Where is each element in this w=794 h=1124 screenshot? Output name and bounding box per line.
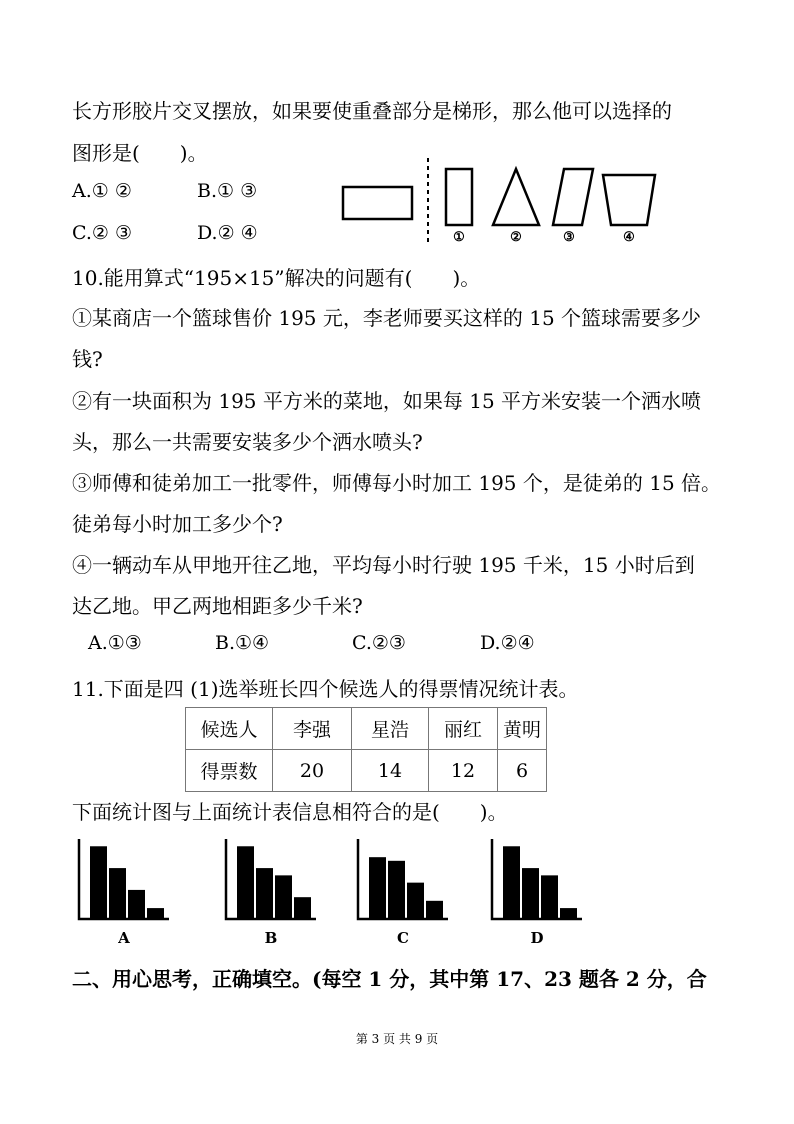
- table-row: [186, 750, 547, 792]
- q10-item3-line2: 徒弟每小时加工多少个?: [72, 512, 283, 536]
- section2-heading: 二、用心思考，正确填空。(每空 1 分，其中第 17、23 题各 2 分，合: [72, 967, 707, 991]
- shape-3-parallelogram: [553, 169, 593, 225]
- table-cell: 李强: [273, 708, 352, 750]
- table-cell: 星浩: [352, 708, 429, 750]
- chart-bar: [294, 897, 311, 919]
- chart-bar: [109, 868, 126, 919]
- shape-2-triangle: [493, 169, 539, 225]
- chart-bar: [275, 875, 292, 919]
- chart-bar: [426, 901, 443, 919]
- table-cell: 6: [498, 750, 547, 792]
- table-cell: 黄明: [498, 708, 547, 750]
- q9-option-d: D.② ④: [197, 222, 258, 244]
- chart-bar: [388, 861, 405, 919]
- table-cell: 14: [352, 750, 429, 792]
- shape-4-trapezoid: [603, 175, 655, 225]
- vote-statistics-table: [185, 707, 547, 792]
- q11-stem: 11.下面是四 (1)选举班长四个候选人的得票情况统计表。: [72, 677, 579, 701]
- table-cell: 候选人: [186, 708, 273, 750]
- q10-item4-line2: 达乙地。甲乙两地相距多少千米?: [72, 594, 363, 618]
- q9-line2: 图形是( )。: [72, 141, 208, 165]
- q10-item1-line1: ①某商店一个篮球售价 195 元，李老师要买这样的 15 个篮球需要多少: [72, 306, 702, 330]
- q9-option-c: C.② ③: [72, 222, 133, 244]
- shape-1-rectangle: [446, 169, 472, 225]
- q10-option-a: A.①③: [88, 632, 142, 654]
- chart-label: B: [264, 929, 278, 947]
- q10-stem: 10.能用算式“195×15”解决的问题有( )。: [72, 266, 481, 290]
- q9-option-a: A.① ②: [72, 180, 132, 202]
- q11-follow: 下面统计图与上面统计表信息相符合的是( )。: [72, 800, 508, 824]
- q9-line1: 长方形胶片交叉摆放，如果要使重叠部分是梯形，那么他可以选择的: [72, 99, 672, 123]
- table-header-row: [186, 708, 547, 750]
- chart-label: C: [397, 929, 409, 947]
- chart-bar: [90, 846, 107, 919]
- q9-shapes-figure: [336, 155, 676, 250]
- chart-bar: [147, 908, 164, 919]
- q10-option-b: B.①④: [215, 632, 270, 654]
- q10-item4-line1: ④一辆动车从甲地开往乙地，平均每小时行驶 195 千米，15 小时后到: [72, 553, 695, 577]
- chart-bar: [407, 883, 424, 919]
- film-rectangle-shape: [343, 187, 412, 219]
- chart-bar: [237, 846, 254, 919]
- answer-bar-charts: [0, 835, 794, 950]
- page-footer: 第 3 页 共 9 页: [355, 1032, 439, 1046]
- chart-bar: [503, 846, 520, 919]
- chart-bar: [522, 868, 539, 919]
- shape-label-3: ③: [563, 230, 575, 245]
- chart-bar: [256, 868, 273, 919]
- chart-bar: [369, 857, 386, 919]
- shape-label-4: ④: [623, 230, 635, 245]
- q10-option-c: C.②③: [352, 632, 406, 654]
- chart-bar: [541, 875, 558, 919]
- shape-label-2: ②: [510, 230, 522, 245]
- q10-item2-line1: ②有一块面积为 195 平方米的菜地，如果每 15 平方米安装一个洒水喷: [72, 389, 702, 413]
- table-cell: 12: [429, 750, 498, 792]
- chart-bar: [128, 890, 145, 919]
- table-cell: 得票数: [186, 750, 273, 792]
- q10-item2-line2: 头，那么一共需要安装多少个洒水喷头?: [72, 430, 423, 454]
- shape-label-1: ①: [453, 230, 465, 245]
- table-cell: 丽红: [429, 708, 498, 750]
- chart-bar: [560, 908, 577, 919]
- q10-item3-line1: ③师傅和徒弟加工一批零件，师傅每小时加工 195 个，是徒弟的 15 倍。: [72, 471, 722, 495]
- q10-item1-line2: 钱?: [72, 347, 103, 371]
- table-cell: 20: [273, 750, 352, 792]
- q10-option-d: D.②④: [480, 632, 535, 654]
- chart-label: D: [530, 929, 544, 947]
- chart-label: A: [118, 929, 130, 947]
- q9-option-b: B.① ③: [197, 180, 258, 202]
